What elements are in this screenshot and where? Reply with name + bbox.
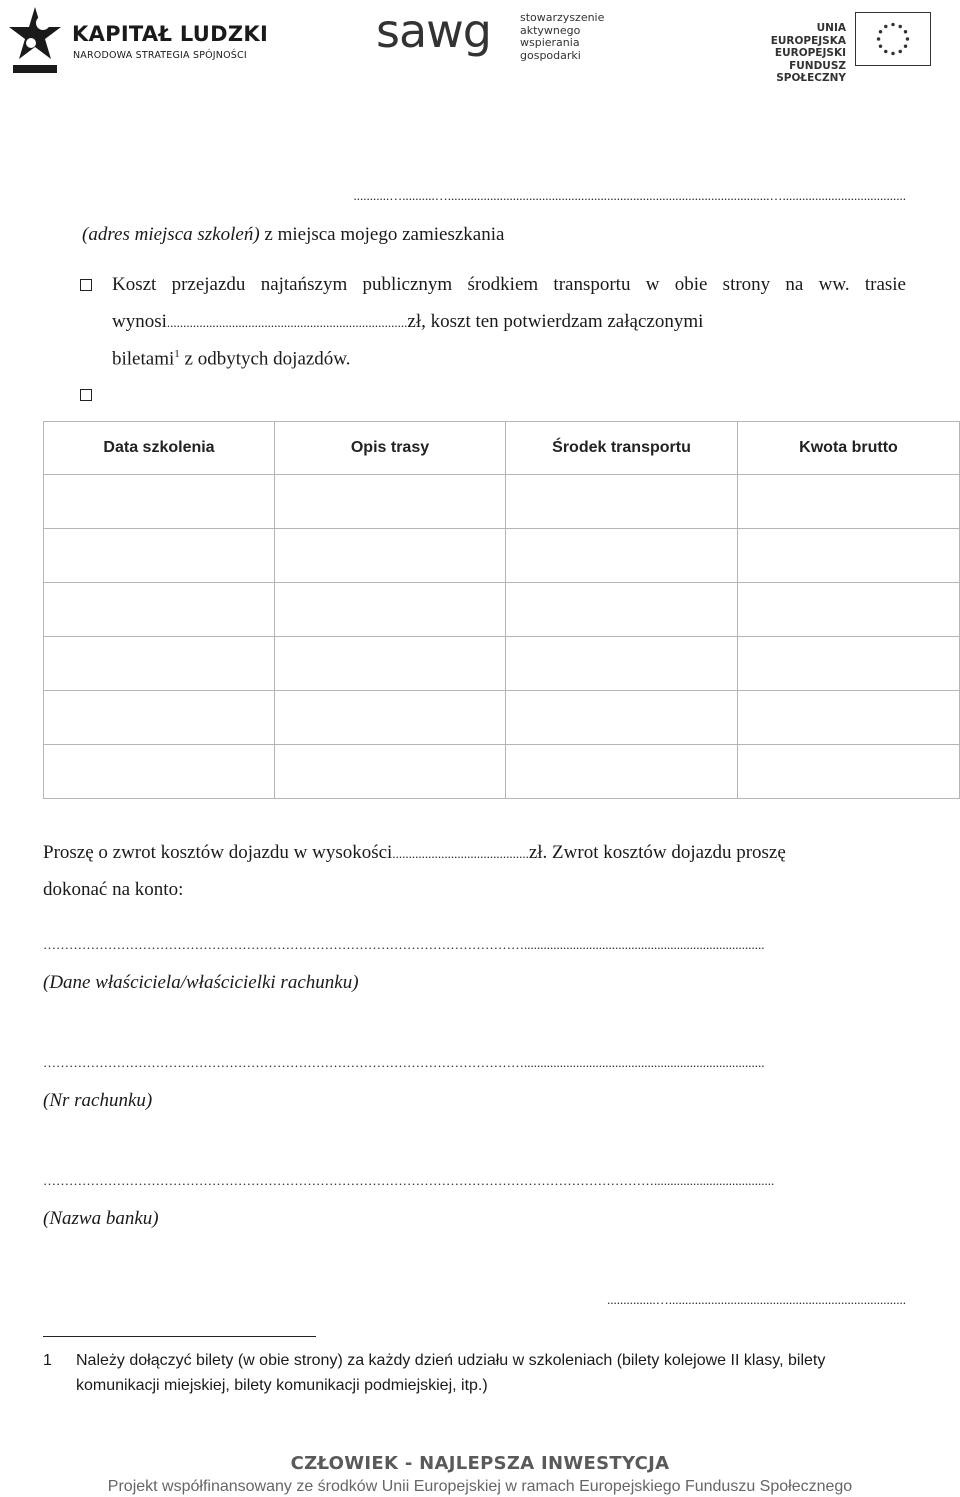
- eu-star-icon: [884, 25, 887, 28]
- cost-dots: ..........................................................................: [166, 315, 408, 330]
- table-cell[interactable]: [738, 583, 960, 637]
- table-cell[interactable]: [275, 745, 506, 799]
- eu-star-icon: [906, 37, 909, 40]
- travel-table: [43, 421, 960, 799]
- eu-star-icon: [898, 25, 901, 28]
- sawg-logo-text: [520, 12, 604, 62]
- eu-star-icon: [884, 50, 887, 53]
- table-cell[interactable]: [738, 475, 960, 529]
- refund-line-2: dokonać na konto:: [43, 879, 184, 900]
- footnote-number: 1: [43, 1352, 52, 1369]
- footnote-line-2: komunikacji miejskiej, bilety komunikacji podmiejskiej, itp.): [76, 1377, 488, 1394]
- owner-label: (Dane właściciela/właścicielki rachunku): [43, 972, 359, 993]
- eu-line: EUROPEJSKI: [774, 47, 846, 59]
- table-cell[interactable]: [275, 529, 506, 583]
- eu-star-icon: [904, 30, 907, 33]
- address-italic-label: (adres miejsca szkoleń): [82, 224, 260, 245]
- table-cell[interactable]: [506, 691, 738, 745]
- eu-star-icon: [891, 52, 894, 55]
- refund-line-1: [43, 842, 906, 864]
- table-cell[interactable]: [506, 529, 738, 583]
- table-cell[interactable]: [738, 691, 960, 745]
- refund-amount-dots: ..........................................: [392, 846, 529, 861]
- kapital-ludzki-title: KAPITAŁ LUDZKI: [72, 22, 269, 46]
- bank-dots-line[interactable]: …………………………………………………………………………………………………………………………….....................................: [43, 1173, 775, 1188]
- kapital-ludzki-subtitle: NARODOWA STRATEGIA SPÓJNOŚCI: [73, 50, 247, 61]
- signature-dots-line[interactable]: ...............….........................................................................: [607, 1292, 906, 1307]
- cost-label: wynosi: [112, 311, 167, 332]
- table-cell[interactable]: [738, 637, 960, 691]
- table-cell[interactable]: [738, 529, 960, 583]
- col-header-amount: Kwota brutto: [738, 422, 960, 475]
- table-cell[interactable]: [506, 583, 738, 637]
- footnote-line-1: Należy dołączyć bilety (w obie strony) za każdy dzień udziału w szkoleniach (bilety kolejowe II klasy, bilety: [76, 1352, 826, 1369]
- col-header-transport: Środek transportu: [506, 422, 738, 475]
- table-cell[interactable]: [44, 475, 275, 529]
- option-line-2: [112, 311, 906, 333]
- table-cell[interactable]: [275, 583, 506, 637]
- eu-line: FUNDUSZ SPOŁECZNY: [776, 59, 846, 84]
- table-cell[interactable]: [506, 745, 738, 799]
- eu-star-icon: [904, 44, 907, 47]
- page-header: [0, 0, 960, 90]
- table-row: [44, 583, 960, 637]
- eu-star-icon: [879, 30, 882, 33]
- eu-star-icon: [877, 37, 880, 40]
- footer-title: CZŁOWIEK - NAJLEPSZA INWESTYCJA: [290, 1453, 670, 1474]
- refund-amount-end: zł. Zwrot kosztów dojazdu proszę: [528, 842, 786, 863]
- eu-star-icon: [891, 23, 894, 26]
- account-dots-line[interactable]: …………………………………………………………………………………………………..........................................................................: [43, 1055, 765, 1070]
- col-header-date: Data szkolenia: [44, 422, 275, 475]
- sawg-line: stowarzyszenie: [520, 11, 605, 24]
- table-row: [44, 691, 960, 745]
- eu-logo-text: [740, 22, 846, 85]
- sawg-line: gospodarki: [520, 48, 581, 62]
- eu-star-icon: [898, 50, 901, 53]
- refund-amount-label: Proszę o zwrot kosztów dojazdu w wysokości: [43, 842, 393, 863]
- table-cell[interactable]: [275, 637, 506, 691]
- col-header-route: Opis trasy: [275, 422, 506, 475]
- option-line-3: [112, 348, 351, 370]
- table-row: [44, 529, 960, 583]
- tickets-label: biletami: [112, 348, 175, 370]
- refund-line-1-text: [43, 842, 786, 864]
- address-label: [82, 224, 504, 246]
- table-cell[interactable]: [44, 745, 275, 799]
- cost-label-end: zł, koszt ten potwierdzam załączonymi: [407, 311, 704, 332]
- footer-subtitle: Projekt współfinansowany ze środków Unii Europejskiej w ramach Europejskiego Funduszu Społecznego: [107, 1478, 853, 1495]
- table-cell[interactable]: [275, 475, 506, 529]
- table-header-row: [44, 422, 960, 475]
- eu-star-icon: [879, 44, 882, 47]
- address-dots-line: ...........…..........…...................................................................................................…......................................: [353, 188, 906, 203]
- table-row: [44, 475, 960, 529]
- account-label: (Nr rachunku): [43, 1090, 153, 1111]
- eu-line: UNIA EUROPEJSKA: [770, 22, 846, 47]
- owner-dots-line[interactable]: …………………………………………………………………………………………………..........................................................................: [43, 937, 765, 952]
- table-cell[interactable]: [506, 475, 738, 529]
- table-row: [44, 745, 960, 799]
- eu-flag-icon: [855, 12, 931, 66]
- table-cell[interactable]: [44, 637, 275, 691]
- table-row: [44, 637, 960, 691]
- kapital-ludzki-logo-icon: [5, 5, 65, 77]
- option-public-transport-checkbox[interactable]: [80, 279, 92, 291]
- footnote-ref: 1: [174, 348, 180, 360]
- table-cell[interactable]: [44, 529, 275, 583]
- footnote-divider: [43, 1336, 316, 1337]
- table-cell[interactable]: [44, 691, 275, 745]
- address-rest-label: z miejsca mojego zamieszkania: [259, 224, 505, 245]
- sawg-line: aktywnego: [520, 23, 581, 37]
- table-cell[interactable]: [738, 745, 960, 799]
- option-line-1: Koszt przejazdu najtańszym publicznym środkiem transportu w obie strony na ww. trasie: [112, 274, 906, 295]
- option-line-2-start: [112, 311, 703, 333]
- sawg-logo: sawg: [376, 4, 491, 58]
- table-cell[interactable]: [275, 691, 506, 745]
- tickets-label-end: z odbytych dojazdów.: [179, 348, 351, 370]
- bank-label: (Nazwa banku): [43, 1208, 159, 1229]
- table-cell[interactable]: [506, 637, 738, 691]
- option-second-checkbox[interactable]: [80, 389, 92, 401]
- table-cell[interactable]: [44, 583, 275, 637]
- sawg-line: wspierania: [520, 36, 580, 49]
